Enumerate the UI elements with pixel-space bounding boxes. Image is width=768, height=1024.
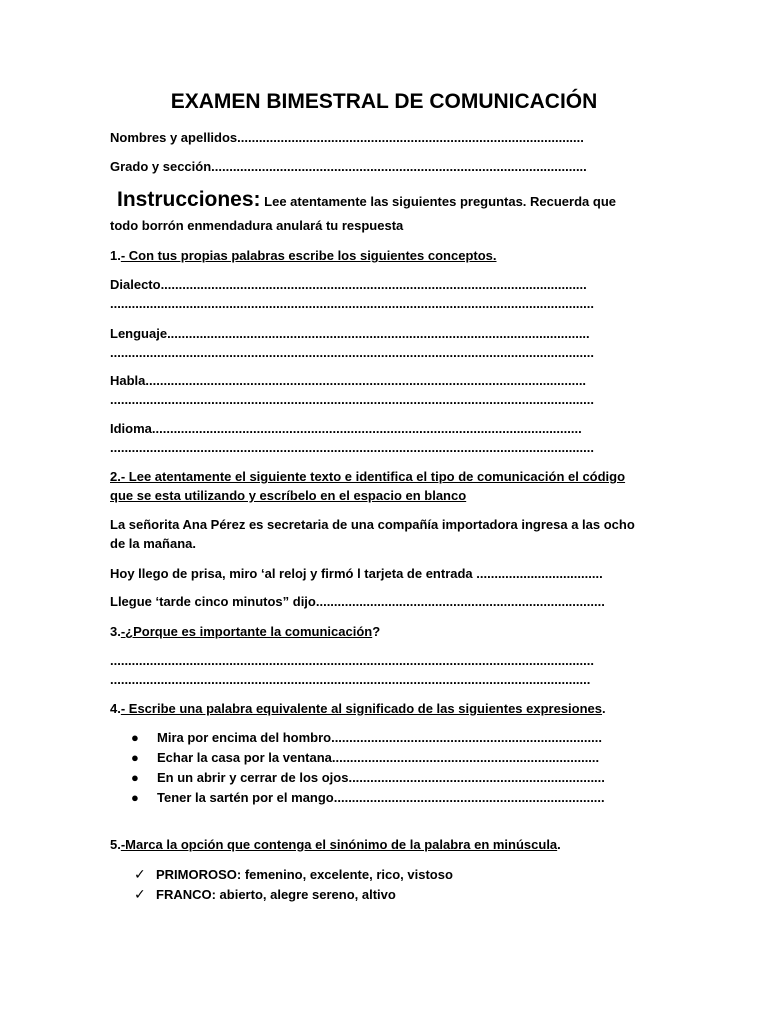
list-item [131, 730, 602, 746]
list-item [131, 770, 605, 786]
names-field: Nombres y apellidos................................................................................................ [110, 130, 584, 145]
question-1-heading [110, 248, 497, 264]
list-item [131, 790, 605, 806]
instructions-text: Lee atentamente las siguientes preguntas. Recuerda que [260, 194, 616, 209]
instructions-line [117, 188, 616, 212]
question-3-answer-line: ...................................................................................................................................... [110, 653, 594, 668]
question-3-text: -¿Porque es importante la comunicación [120, 624, 373, 639]
concept-lenguaje: Lenguaje..................................................................................................................... [110, 326, 590, 341]
instructions-heading: Instrucciones: [117, 188, 261, 211]
question-3-number: 3. [110, 624, 121, 639]
concept-idioma-line: ...................................................................................................................................... [110, 440, 594, 455]
page-title: EXAMEN BIMESTRAL DE COMUNICACIÓN [170, 90, 598, 113]
reading-line-b: Llegue ‘tarde cinco minutos” dijo................................................................................ [110, 594, 605, 609]
bullet-icon: ● [131, 730, 139, 745]
list-item [134, 886, 396, 903]
concept-habla: Habla.......................................................................................................................... [110, 373, 587, 388]
question-4-heading [110, 701, 606, 717]
reading-paragraph: La señorita Ana Pérez es secretaria de una compañía importadora ingresa a las ocho [110, 517, 635, 532]
question-4-text: - Escribe una palabra equivalente al significado de las siguientes expresiones [120, 701, 603, 716]
option-text: FRANCO: abierto, alegre sereno, altivo [156, 887, 396, 902]
bullet-icon: ● [131, 750, 139, 765]
bullet-icon: ● [131, 790, 139, 805]
expression-text: Echar la casa por la ventana.......................................................................... [157, 750, 600, 765]
question-2-heading: 2.- Lee atentamente el siguiente texto e identifica el tipo de comunicación el código [110, 469, 626, 484]
question-3-answer-line-2: ..................................................................................................................................... [110, 672, 591, 687]
concept-lenguaje-line: ...................................................................................................................................... [110, 345, 594, 360]
list-item [131, 750, 599, 766]
question-4-suffix: . [602, 701, 606, 716]
checkmark-icon: ✓ [134, 866, 146, 882]
reading-line-a: Hoy llego de prisa, miro ‘al reloj y firmó l tarjeta de entrada ................................... [110, 566, 603, 581]
question-3-suffix: ? [372, 624, 381, 639]
expression-text: En un abrir y cerrar de los ojos....................................................................... [157, 770, 605, 785]
question-4-number: 4. [110, 701, 121, 716]
expression-text: Tener la sartén por el mango........................................................................... [157, 790, 605, 805]
concept-habla-line: ...................................................................................................................................... [110, 392, 594, 407]
expression-text: Mira por encima del hombro........................................................................... [157, 730, 602, 745]
list-item [134, 866, 453, 883]
concept-dialecto-line: ...................................................................................................................................... [110, 296, 594, 311]
reading-paragraph-2: de la mañana. [110, 536, 196, 551]
question-5-number: 5. [110, 837, 121, 852]
concept-idioma: Idioma....................................................................................................................... [110, 421, 582, 436]
option-text: PRIMOROSO: femenino, excelente, rico, vistoso [156, 867, 453, 882]
question-2-heading-2: que se esta utilizando y escríbelo en el espacio en blanco [110, 488, 467, 503]
checkmark-icon: ✓ [134, 886, 146, 902]
grade-field: Grado y sección........................................................................................................ [110, 159, 587, 174]
question-3-heading [110, 624, 380, 640]
question-5-text: -Marca la opción que contenga el sinónimo de la palabra en minúscula [120, 837, 558, 852]
question-5-heading [110, 837, 561, 853]
bullet-icon: ● [131, 770, 139, 785]
concept-dialecto: Dialecto...................................................................................................................... [110, 277, 587, 292]
question-5-suffix: . [557, 837, 561, 852]
question-1-number: 1. [110, 248, 121, 263]
question-1-text: - Con tus propias palabras escribe los siguientes conceptos. [120, 248, 497, 263]
instructions-text-2: todo borrón enmendadura anulará tu respuesta [110, 218, 404, 233]
